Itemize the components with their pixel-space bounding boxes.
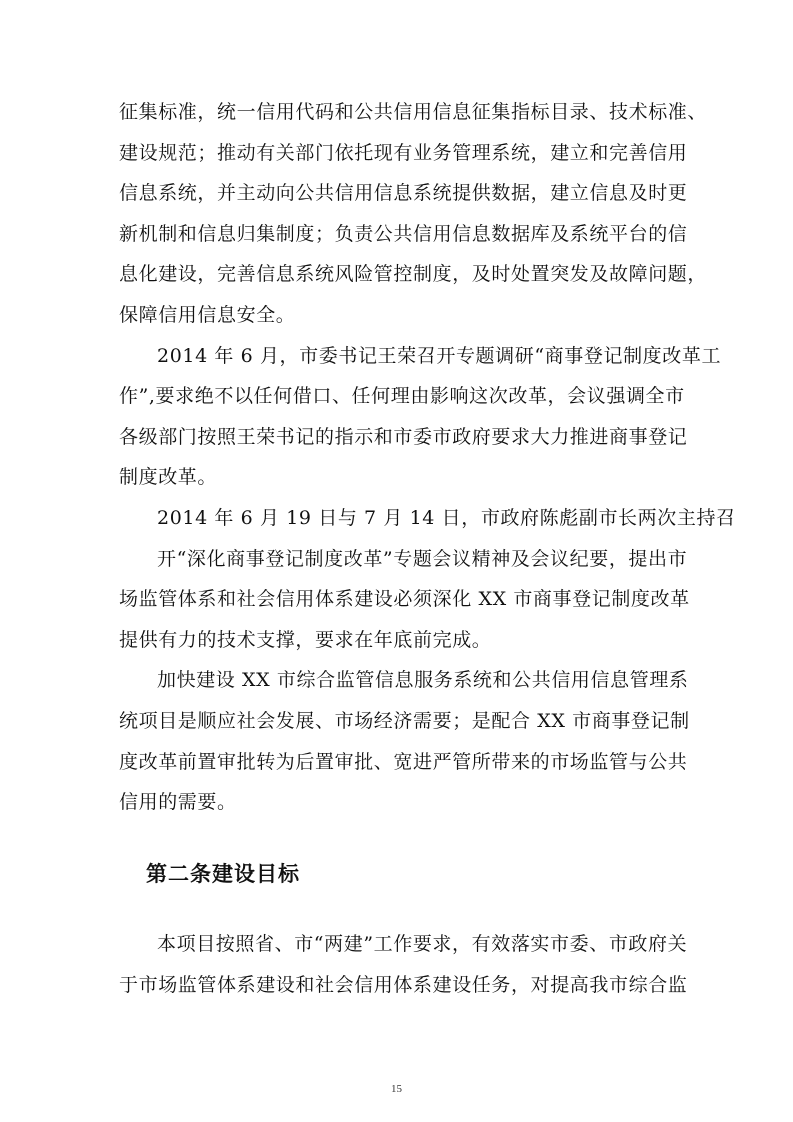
text-line: 息化建设，完善信息系统风险管控制度，及时处置突发及故障问题， — [119, 263, 708, 286]
text-line: 制度改革。 — [119, 466, 218, 489]
page-number: 15 — [391, 1083, 402, 1095]
text-line: 征集标准，统一信用代码和公共信用信息征集指标目录、技术标准、 — [119, 101, 708, 123]
section-heading: 第二条建设目标 — [146, 862, 300, 886]
text-line: 开“深化商事登记制度改革”专题会议精神及会议纪要，提出市 — [157, 547, 688, 570]
section-body — [119, 924, 688, 1005]
paragraph-3 — [119, 498, 736, 660]
text-line: 加快建设 XX 市综合监管信息服务系统和公共信用信息管理系 — [157, 669, 689, 692]
text-line: 信息系统，并主动向公共信用信息系统提供数据，建立信息及时更 — [119, 182, 688, 205]
paragraph-1 — [119, 92, 708, 336]
paragraph-4 — [119, 660, 690, 822]
text-line: 2014 年 6 月，市委书记王荣召开专题调研“商事登记制度改革工 — [157, 344, 722, 367]
paragraph-2 — [119, 336, 722, 498]
text-line: 信用的需要。 — [119, 791, 237, 814]
text-line: 本项目按照省、市“两建”工作要求，有效落实市委、市政府关 — [157, 933, 688, 955]
text-line: 作”,要求绝不以任何借口、任何理由影响这次改革，会议强调全市 — [119, 385, 685, 408]
body-text — [119, 92, 736, 823]
paragraph-5 — [119, 924, 688, 1005]
text-line: 统项目是顺应社会发展、市场经济需要；是配合 XX 市商事登记制 — [119, 709, 690, 732]
text-line: 各级部门按照王荣书记的指示和市委市政府要求大力推进商事登记 — [119, 425, 688, 448]
text-line: 于市场监管体系建设和社会信用体系建设任务，对提高我市综合监 — [119, 973, 688, 996]
text-line: 建设规范；推动有关部门依托现有业务管理系统，建立和完善信用 — [119, 141, 688, 164]
text-line: 新机制和信息归集制度；负责公共信用信息数据库及系统平台的信 — [119, 222, 688, 245]
text-line: 提供有力的技术支撑，要求在年底前完成。 — [119, 628, 492, 651]
text-line: 2014 年 6 月 19 日与 7 月 14 日，市政府陈彪副市长两次主持召 — [157, 506, 736, 529]
text-line: 场监管体系和社会信用体系建设必须深化 XX 市商事登记制度改革 — [119, 588, 690, 611]
text-line: 保障信用信息安全。 — [119, 303, 296, 326]
text-line: 度改革前置审批转为后置审批、宽进严管所带来的市场监管与公共 — [119, 750, 688, 773]
